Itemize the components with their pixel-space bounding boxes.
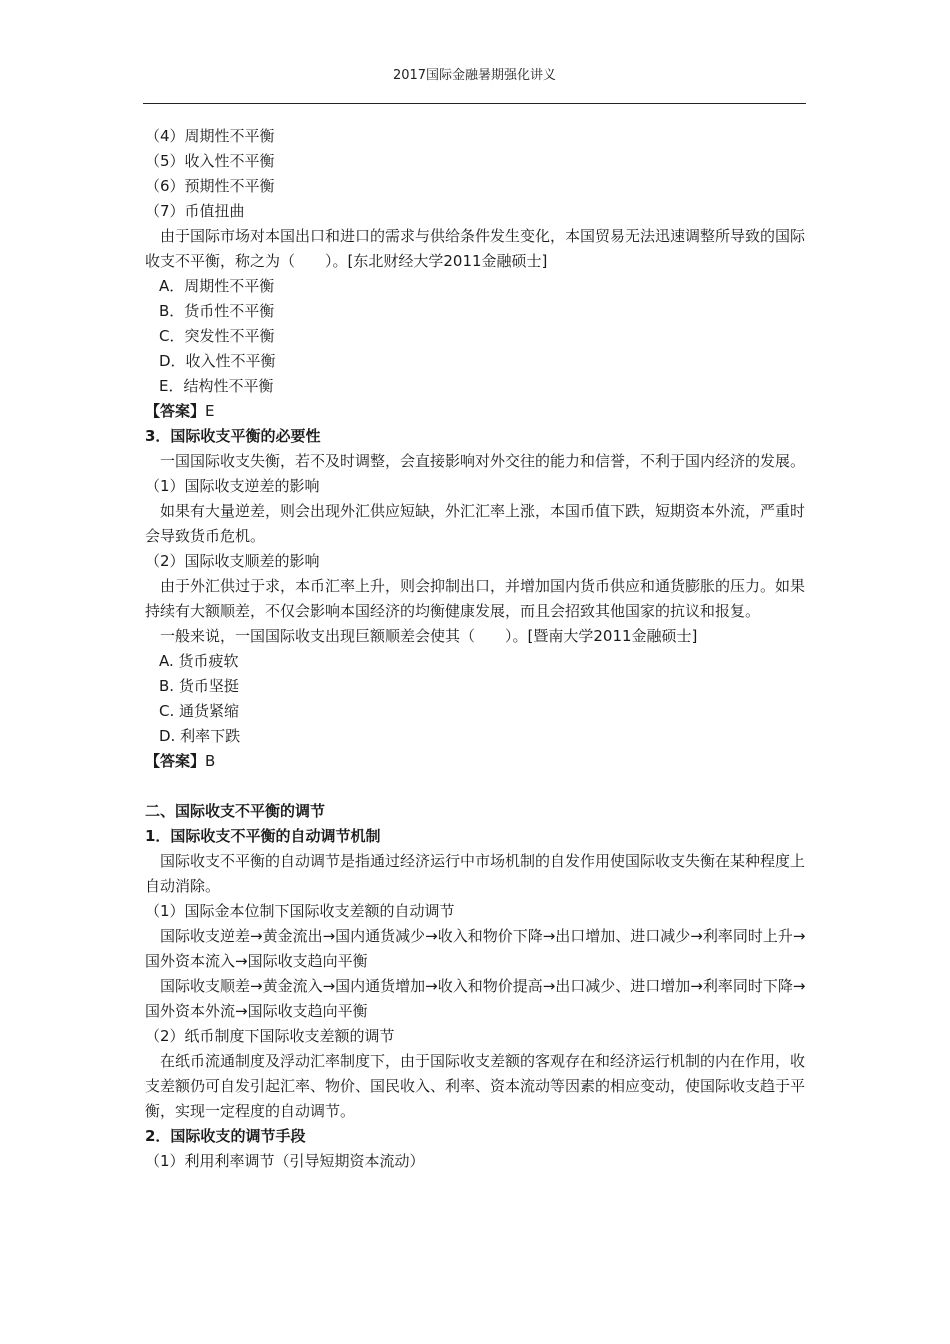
part-2-s1-surplus: 国际收支顺差→黄金流入→国内通货增加→收入和物价提高→出口减少、进口增加→利率同时下降→国外资本外流→国际收支趋向平衡 — [145, 977, 806, 1020]
question-1-answer — [145, 399, 807, 424]
question-1-option: B．货币性不平衡 — [159, 302, 275, 320]
part-2-s1-deficit: 国际收支逆差→黄金流出→国内通货减少→收入和物价下降→出口增加、进口减少→利率同时上升→国外资本流入→国际收支趋向平衡 — [145, 927, 806, 970]
section-3-sub1-title: （1）国际收支逆差的影响 — [145, 477, 320, 495]
part-2-s1-intro: 国际收支不平衡的自动调节是指通过经济运行中市场机制的自发作用使国际收支失衡在某种程度上自动消除。 — [145, 852, 806, 895]
question-1-option: C．突发性不平衡 — [159, 327, 275, 345]
part-2-s1-paper: 在纸币流通制度及浮动汇率制度下，由于国际收支差额的客观存在和经济运行机制的内在作用，收支差额仍可自发引起汇率、物价、国民收入、利率、资本流动等因素的相应变动，使国际收支趋于平衡，实现一定程度的自动调节。 — [145, 1052, 806, 1120]
question-1-option: E．结构性不平衡 — [159, 377, 274, 395]
part-2-s2-sub1: （1）利用利率调节（引导短期资本流动） — [145, 1152, 425, 1170]
question-1-option: D．收入性不平衡 — [159, 352, 276, 370]
list-item: （5）收入性不平衡 — [145, 152, 275, 170]
part-2-s1-sub1: （1）国际金本位制下国际收支差额的自动调节 — [145, 902, 455, 920]
section-3-sub2-title: （2）国际收支顺差的影响 — [145, 552, 320, 570]
question-1-stem: 由于国际市场对本国出口和进口的需求与供给条件发生变化，本国贸易无法迅速调整所导致的国际收支不平衡，称之为（ ）。[东北财经大学2011金融硕士] — [145, 227, 806, 270]
part-2-s1-sub2: （2）纸币制度下国际收支差额的调节 — [145, 1027, 395, 1045]
section-3-intro: 一国国际收支失衡，若不及时调整，会直接影响对外交往的能力和信誉，不利于国内经济的发展。 — [160, 452, 806, 470]
question-2-option: B. 货币坚挺 — [159, 677, 239, 695]
list-item: （7）币值扭曲 — [145, 202, 245, 220]
list-item: （4）周期性不平衡 — [145, 127, 275, 145]
list-item: （6）预期性不平衡 — [145, 177, 275, 195]
question-2-option: A. 货币疲软 — [159, 652, 239, 670]
answer-label: 【答案】 — [145, 752, 206, 770]
document-body — [145, 124, 807, 1174]
section-3-heading: 3．国际收支平衡的必要性 — [145, 427, 321, 445]
question-2-option: C. 通货紧缩 — [159, 702, 240, 720]
part-2-s1-heading: 1．国际收支不平衡的自动调节机制 — [145, 827, 381, 845]
spacer — [145, 774, 807, 799]
part-2-s2-heading: 2．国际收支的调节手段 — [145, 1127, 306, 1145]
answer-value: B — [205, 752, 216, 770]
question-2-option: D. 利率下跌 — [159, 727, 241, 745]
section-3-sub1-text: 如果有大量逆差，则会出现外汇供应短缺，外汇汇率上涨，本国币值下跌，短期资本外流，严重时会导致货币危机。 — [145, 502, 806, 545]
page-header: 2017国际金融暑期强化讲义 — [392, 68, 557, 83]
answer-label: 【答案】 — [145, 402, 206, 420]
answer-value: E — [205, 402, 215, 420]
part-2-heading: 二、国际收支不平衡的调节 — [145, 802, 326, 820]
question-2-answer — [145, 749, 807, 774]
section-3-sub2-text: 由于外汇供过于求，本币汇率上升，则会抑制出口，并增加国内货币供应和通货膨胀的压力。如果持续有大额顺差，不仅会影响本国经济的均衡健康发展，而且会招致其他国家的抗议和报复。 — [145, 577, 806, 620]
question-2-stem: 一般来说，一国国际收支出现巨额顺差会使其（ ）。[暨南大学2011金融硕士] — [160, 627, 698, 645]
header-rule — [143, 103, 806, 104]
question-1-option: A．周期性不平衡 — [159, 277, 275, 295]
